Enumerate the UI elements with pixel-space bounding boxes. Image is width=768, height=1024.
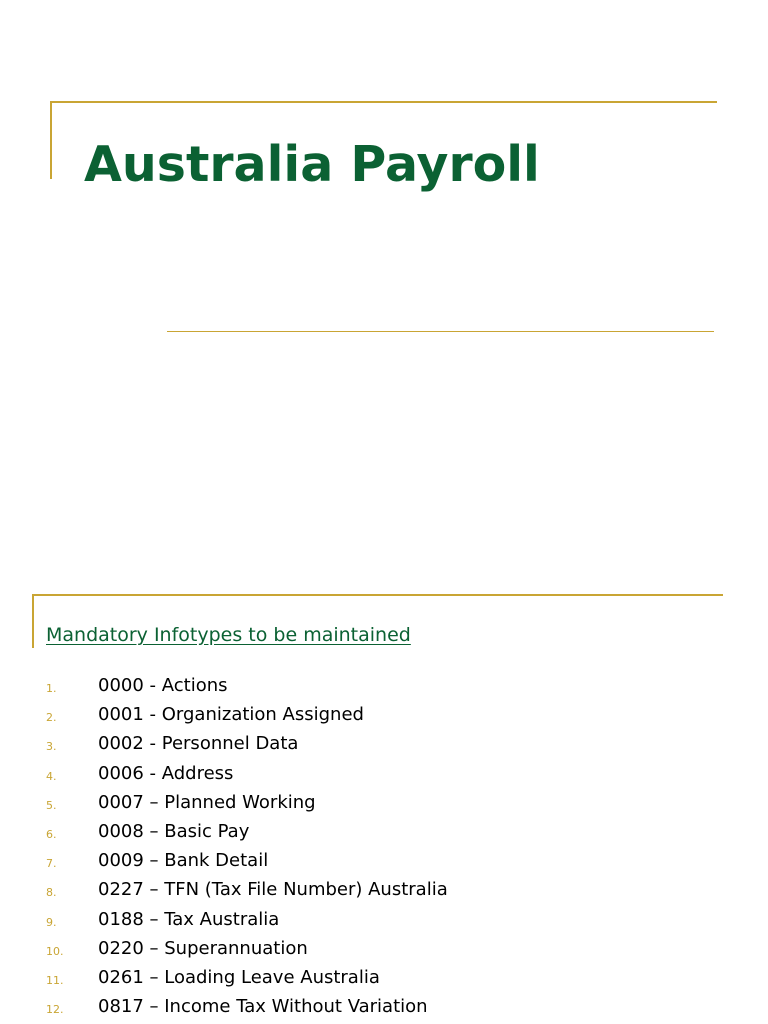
frame-left-rule xyxy=(50,101,52,179)
content-slide xyxy=(0,590,768,1024)
list-item-number: 7. xyxy=(46,857,57,871)
list-item-number: 4. xyxy=(46,769,57,783)
list-item-text: 0007 – Planned Working xyxy=(98,791,316,813)
list-item-number: 8. xyxy=(46,886,57,900)
list-item-number: 9. xyxy=(46,915,57,929)
list-item-number: 6. xyxy=(46,827,57,841)
list-item-number: 1. xyxy=(46,682,57,695)
list-item-text: 0009 – Bank Detail xyxy=(98,850,269,872)
list-item-number: 12. xyxy=(46,1003,64,1017)
list-item-number: 11. xyxy=(46,973,64,987)
list-item-number: 5. xyxy=(46,798,57,812)
list-item-number: 10. xyxy=(46,944,64,958)
list-item-text: 0220 – Superannuation xyxy=(98,937,308,959)
list-item-text: 0227 – TFN (Tax File Number) Australia xyxy=(98,879,448,901)
list-item-text: 0188 – Tax Australia xyxy=(98,908,280,930)
list-item-text: 0002 - Personnel Data xyxy=(98,733,299,755)
list-item-text: 0008 – Basic Pay xyxy=(98,820,250,842)
list-item-text: 0261 – Loading Leave Australia xyxy=(98,966,380,988)
list-item-number: 3. xyxy=(46,740,57,754)
frame-left-rule xyxy=(32,594,34,648)
list-item-number: 2. xyxy=(46,711,57,725)
section-heading: Mandatory Infotypes to be maintained xyxy=(46,624,411,646)
slide-title: Australia Payroll xyxy=(84,136,540,193)
list-item-text: 0000 - Actions xyxy=(98,675,228,696)
list-item-text: 0817 – Income Tax Without Variation xyxy=(98,996,428,1018)
list-item-text: 0001 - Organization Assigned xyxy=(98,704,364,726)
frame-top-rule xyxy=(50,101,717,103)
list-item-text: 0006 - Address xyxy=(98,762,234,784)
subtitle-rule xyxy=(167,331,714,332)
frame-top-rule xyxy=(32,594,723,596)
